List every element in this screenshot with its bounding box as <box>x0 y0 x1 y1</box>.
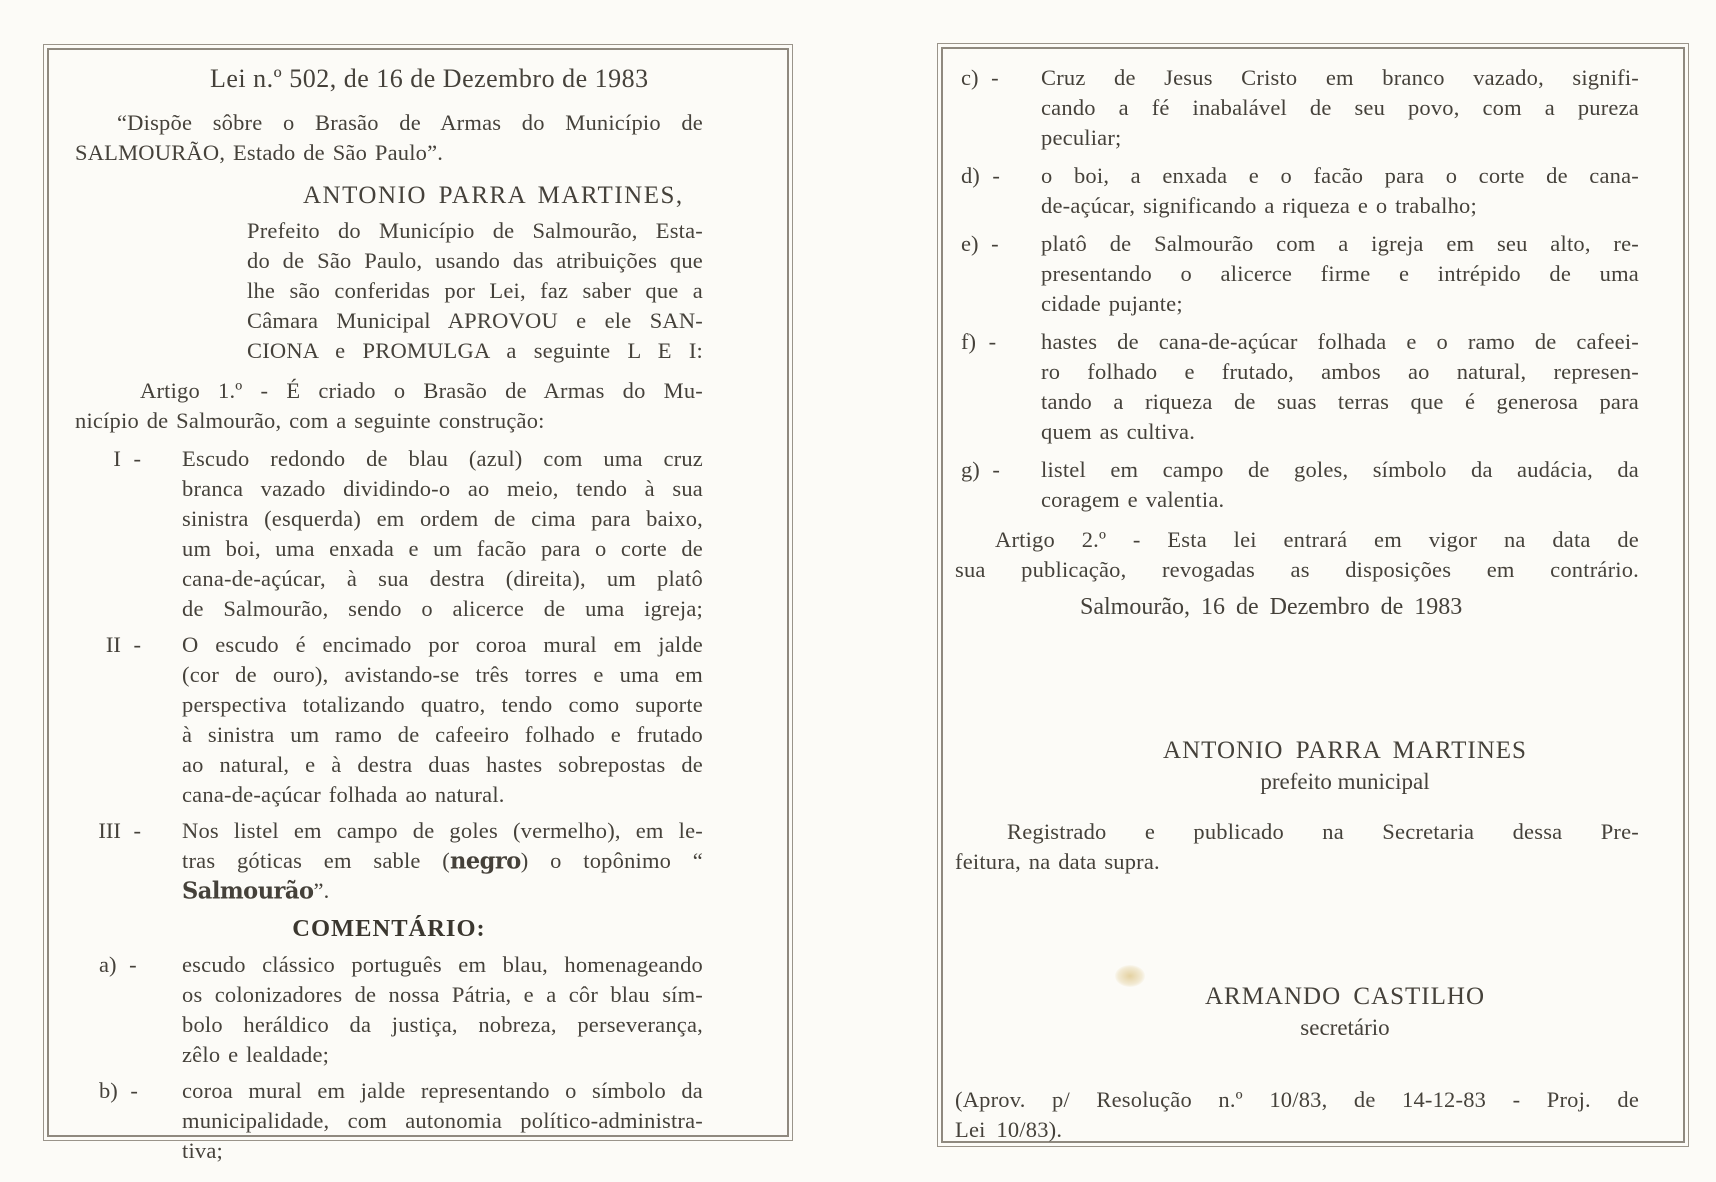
mayor-signature-name: ANTONIO PARRA MARTINES <box>1163 737 1527 764</box>
text-line: CIONA e PROMULGA a seguinte L E I: <box>247 338 703 363</box>
text-line: Cruz de Jesus Cristo em branco vazado, signifi- <box>1041 65 1639 90</box>
text-line: hastes de cana-de-açúcar folhada e o ramo de cafeei- <box>1041 329 1639 354</box>
text-line: “Dispõe sôbre o Brasão de Armas do Município de <box>117 110 703 135</box>
item-label: c) - <box>961 65 999 90</box>
item-label: b) - <box>99 1078 138 1103</box>
mayor-name-line: ANTONIO PARRA MARTINES, <box>303 182 684 209</box>
item-III <box>75 816 703 906</box>
registration-paragraph <box>955 817 1639 877</box>
item-label: d) - <box>961 163 1000 188</box>
item-label: I - <box>113 446 141 471</box>
item-a <box>75 950 703 1070</box>
text-line: platô de Salmourão com a igreja em seu alto, re- <box>1041 231 1639 256</box>
law-number-line: Lei n.º 502, de 16 de Dezembro de 1983 <box>210 64 649 93</box>
text-line: Artigo 2.º - Esta lei entrará em vigor na data de <box>995 527 1639 552</box>
paper-stain-mark <box>1115 965 1145 987</box>
article-1-paragraph <box>75 376 703 436</box>
text-line: escudo clássico português em blau, homenageando <box>182 952 703 977</box>
text-line: listel em campo de goles, símbolo da audácia, da <box>1041 457 1639 482</box>
text-line: O escudo é encimado por coroa mural em jalde <box>182 632 703 657</box>
text-line: cando a fé inabalável de seu povo, com a pureza <box>1041 95 1639 120</box>
law-page-left-content <box>49 50 787 1166</box>
text-line: tiva; <box>182 1138 223 1163</box>
text-line: Prefeito do Município de Salmourão, Esta- <box>247 218 703 243</box>
text-line: à sinistra um ramo de cafeeiro folhado e frutado <box>182 722 703 747</box>
secretary-signature-role: secretário <box>1300 1015 1390 1040</box>
preamble-paragraph <box>247 216 703 366</box>
text-line: do de São Paulo, usando das atribuições que <box>247 248 703 273</box>
text-line: Câmara Municipal APROVOU e ele SAN- <box>247 308 703 333</box>
text-line: zêlo e lealdade; <box>182 1042 330 1067</box>
text-line: ao natural, e à destra duas hastes sobrepostas de <box>182 752 703 777</box>
text-line: Nos listel em campo de goles (vermelho), em le- <box>182 818 703 843</box>
text-line: de Salmourão, sendo o alicerce de uma igreja; <box>182 596 703 621</box>
text-line: branca vazado dividindo-o ao meio, tendo à sua <box>182 476 703 501</box>
text-line: quem as cultiva. <box>1041 419 1196 444</box>
text-fragment: ”. <box>313 878 330 903</box>
text-line: cidade pujante; <box>1041 291 1183 316</box>
text-line: cana-de-açúcar folhada ao natural. <box>182 782 505 807</box>
item-I <box>75 444 703 624</box>
text-line: nicípio de Salmourão, com a seguinte construção: <box>75 408 545 433</box>
text-line: de-açúcar, significando a riqueza e o trabalho; <box>1041 193 1477 218</box>
item-label: III - <box>98 818 141 843</box>
mayor-signature-role: prefeito municipal <box>1260 769 1430 794</box>
text-line: municipalidade, com autonomia político-administra- <box>182 1108 703 1133</box>
date-place-line: Salmourão, 16 de Dezembro de 1983 <box>1080 594 1463 620</box>
text-line: perspectiva totalizando quatro, tendo como suporte <box>182 692 703 717</box>
text-line: peculiar; <box>1041 125 1122 150</box>
comment-heading: COMENTÁRIO: <box>292 915 486 942</box>
text-line: (Aprov. p/ Resolução n.º 10/83, de 14-12-83 - Proj. de <box>955 1087 1639 1112</box>
text-fragment: tras góticas em sable ( <box>182 848 450 873</box>
text-line: SALMOURÃO, Estado de São Paulo”. <box>75 140 444 165</box>
item-e <box>955 229 1639 319</box>
article-2-paragraph <box>955 525 1639 585</box>
text-line: cana-de-açúcar, à sua destra (direita), um platô <box>182 566 703 591</box>
text-line: o boi, a enxada e o facão para o corte de cana- <box>1041 163 1639 188</box>
text-line: presentando o alicerce firme e intrépido de uma <box>1041 261 1639 286</box>
mayor-signature-block <box>1110 735 1580 797</box>
text-line: coragem e valentia. <box>1041 487 1225 512</box>
text-line: os colonizadores de nossa Pátria, e a côr blau sím- <box>182 982 703 1007</box>
item-label: g) - <box>961 457 1000 482</box>
item-d <box>955 161 1639 221</box>
item-label: f) - <box>961 329 997 354</box>
gothic-toponym-salmourao: Salmourão <box>182 877 314 905</box>
text-line <box>182 846 703 906</box>
text-line: Lei 10/83). <box>955 1117 1063 1142</box>
text-line: ro folhado e frutado, ambos ao natural, represen- <box>1041 359 1639 384</box>
law-page-left <box>47 48 789 1163</box>
text-line: um boi, uma enxada e um facão para o corte de <box>182 536 703 561</box>
item-g <box>955 455 1639 515</box>
gothic-word-negro: negro <box>449 847 521 875</box>
item-f <box>955 327 1639 447</box>
ementa-paragraph <box>75 108 703 168</box>
text-line: Registrado e publicado na Secretaria dessa Pre- <box>1007 819 1639 844</box>
text-line: sua publicação, revogadas as disposições em contrário. <box>955 557 1639 582</box>
item-label: a) - <box>99 952 137 977</box>
item-II <box>75 630 703 810</box>
item-c <box>955 63 1639 153</box>
item-b <box>75 1076 703 1166</box>
text-fragment: ) o topônimo “ <box>520 848 703 873</box>
text-line: feitura, na data supra. <box>955 849 1160 874</box>
item-label: II - <box>105 632 141 657</box>
secretary-signature-block <box>1110 981 1580 1043</box>
text-line: Escudo redondo de blau (azul) com uma cruz <box>182 446 703 471</box>
item-label: e) - <box>961 231 999 256</box>
law-page-right <box>941 47 1685 1143</box>
secretary-signature-name: ARMANDO CASTILHO <box>1204 983 1486 1010</box>
text-line: Artigo 1.º - É criado o Brasão de Armas do Mu- <box>140 378 703 403</box>
approval-note <box>955 1085 1639 1145</box>
text-line: tando a riqueza de suas terras que é generosa para <box>1041 389 1639 414</box>
text-line: sinistra (esquerda) em ordem de cima para baixo, <box>182 506 703 531</box>
text-line: coroa mural em jalde representando o símbolo da <box>182 1078 703 1103</box>
law-page-right-content <box>943 49 1683 1145</box>
text-line: bolo heráldico da justiça, nobreza, perseverança, <box>182 1012 703 1037</box>
text-line: lhe são conferidas por Lei, faz saber que a <box>247 278 703 303</box>
text-line: (cor de ouro), avistando-se três torres e uma em <box>182 662 703 687</box>
